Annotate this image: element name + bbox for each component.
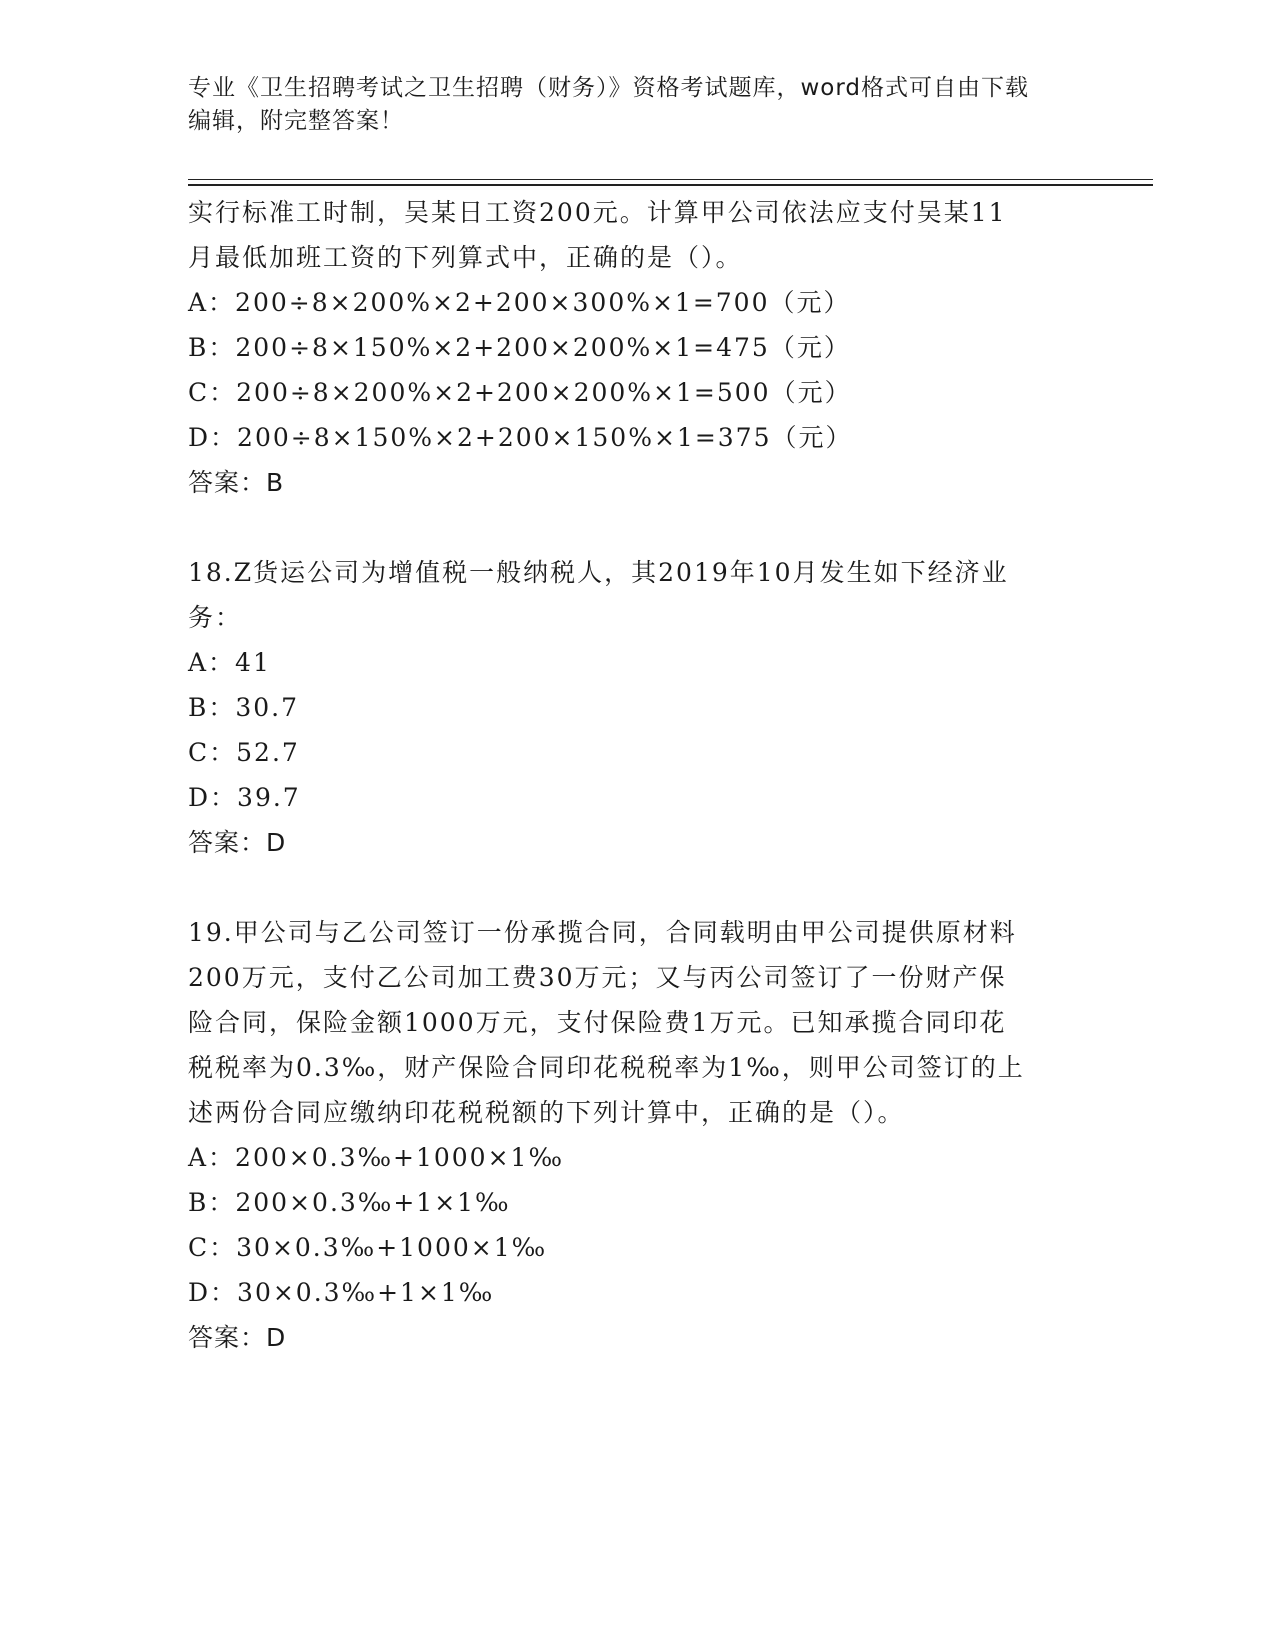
option-a: A：200÷8×200%×2+200×300%×1=700（元）: [188, 288, 851, 317]
option-b: B：200×0.3‰+1×1‰: [188, 1188, 511, 1217]
header-line-2: 编辑，附完整答案！: [188, 108, 404, 134]
question-stem-line: 务：: [188, 603, 243, 632]
question-17: [188, 190, 1088, 505]
header-rule-thin: [188, 179, 1153, 180]
option-b: B：200÷8×150%×2+200×200%×1=475（元）: [188, 333, 851, 362]
option-a: A：41: [188, 648, 271, 677]
option-c: C：52.7: [188, 738, 300, 767]
question-19: [188, 910, 1088, 1360]
answer-line: 答案：B: [188, 468, 285, 497]
option-d: D：30×0.3‰+1×1‰: [188, 1278, 495, 1307]
option-d: D：39.7: [188, 783, 301, 812]
question-stem-line: 19.甲公司与乙公司签订一份承揽合同，合同载明由甲公司提供原材料: [188, 918, 1017, 947]
option-d: D：200÷8×150%×2+200×150%×1=375（元）: [188, 423, 853, 452]
spacer: [188, 505, 1088, 550]
question-stem-line: 险合同，保险金额1000万元，支付保险费1万元。已知承揽合同印花: [188, 1008, 1007, 1037]
answer-line: 答案：D: [188, 1323, 287, 1352]
spacer: [188, 865, 1088, 910]
question-18: [188, 550, 1088, 865]
question-stem-line: 实行标准工时制，吴某日工资200元。计算甲公司依法应支付吴某11: [188, 198, 1007, 227]
header-rule-thick: [188, 184, 1153, 186]
question-stem-line: 18.Z货运公司为增值税一般纳税人，其2019年10月发生如下经济业: [188, 558, 1009, 587]
document-header: [188, 72, 1088, 138]
question-stem-line: 200万元，支付乙公司加工费30万元；又与丙公司签订了一份财产保: [188, 963, 1007, 992]
option-a: A：200×0.3‰+1000×1‰: [188, 1143, 564, 1172]
question-stem-line: 述两份合同应缴纳印花税税额的下列计算中，正确的是（）。: [188, 1098, 905, 1127]
option-c: C：200÷8×200%×2+200×200%×1=500（元）: [188, 378, 852, 407]
header-line-1: 专业《卫生招聘考试之卫生招聘（财务）》资格考试题库，word格式可自由下载: [188, 75, 1030, 101]
option-c: C：30×0.3‰+1000×1‰: [188, 1233, 548, 1262]
option-b: B：30.7: [188, 693, 300, 722]
answer-line: 答案：D: [188, 828, 287, 857]
question-stem-line: 月最低加班工资的下列算式中，正确的是（）。: [188, 243, 743, 272]
question-list: [188, 190, 1088, 1360]
question-stem-line: 税税率为0.3‰，财产保险合同印花税税率为1‰，则甲公司签订的上: [188, 1053, 1025, 1082]
